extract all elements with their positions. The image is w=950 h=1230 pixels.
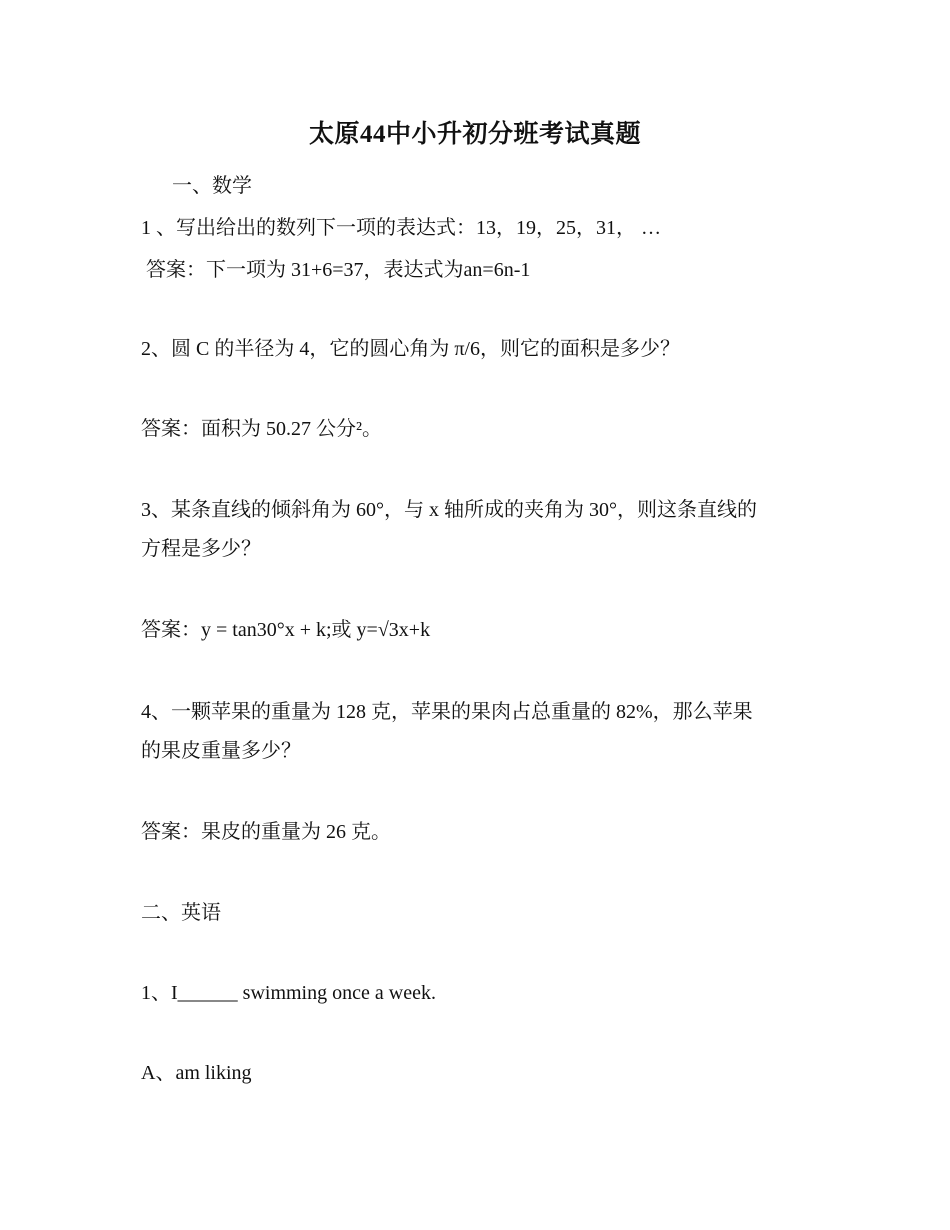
english-option-a: A、am liking <box>141 1062 252 1084</box>
math-question-4-line-1: 4、一颗苹果的重量为 128 克，苹果的果肉占总重量的 82%，那么苹果 <box>141 701 753 723</box>
math-question-3-line-2: 方程是多少？ <box>141 538 261 560</box>
math-answer-2: 答案：面积为 50.27 公分²。 <box>141 418 382 440</box>
math-question-3-line-1: 3、某条直线的倾斜角为 60°，与 x 轴所成的夹角为 30°，则这条直线的 <box>141 499 757 521</box>
math-question-2: 2、圆 C 的半径为 4，它的圆心角为 π/6，则它的面积是多少？ <box>141 338 680 360</box>
document-title: 太原44中小升初分班考试真题 <box>308 121 641 148</box>
english-question-1: 1、I______ swimming once a week. <box>141 982 436 1004</box>
math-answer-1: 答案：下一项为 31+6=37，表达式为an=6n-1 <box>146 259 531 281</box>
section-heading-english: 二、英语 <box>141 902 221 924</box>
math-answer-4: 答案：果皮的重量为 26 克。 <box>141 821 391 843</box>
math-answer-3: 答案：y = tan30°x + k;或 y=√3x+k <box>141 619 431 641</box>
section-heading-math: 一、数学 <box>172 175 252 197</box>
math-question-4-line-2: 的果皮重量多少？ <box>141 740 301 762</box>
math-question-1: 1 、写出给出的数列下一项的表达式：13，19，25，31， … <box>141 217 661 239</box>
